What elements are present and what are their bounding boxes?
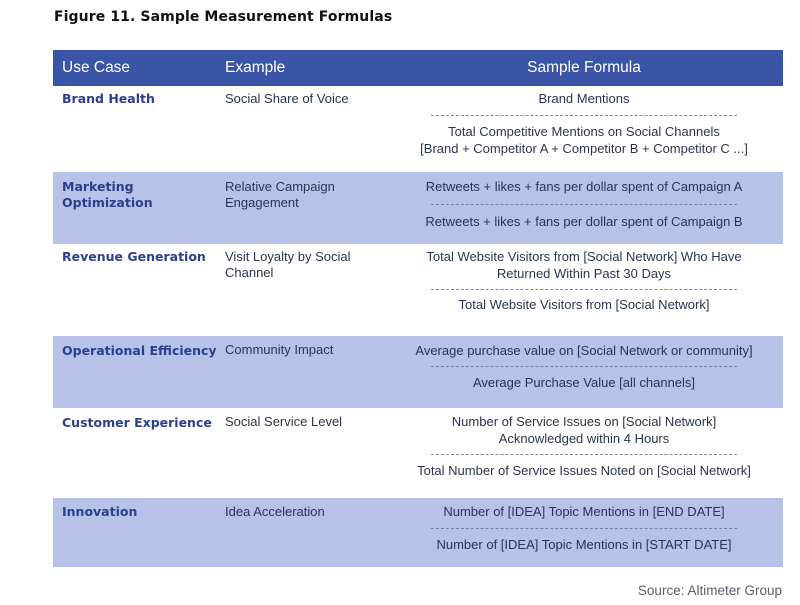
formula-denominator: Total Number of Service Issues Noted on [Social Network] (417, 463, 751, 478)
use-case-cell: Marketing Optimization (62, 179, 153, 210)
table-row (53, 172, 783, 244)
formula-denominator: Retweets + likes + fans per dollar spent of Campaign B (425, 214, 743, 229)
use-case-cell: Customer Experience (62, 415, 212, 430)
example-cell: Visit Loyalty by Social Channel (225, 249, 351, 280)
formula-numerator: Number of Service Issues on [Social Network] Acknowledged within 4 Hours (451, 414, 717, 446)
formula-denominator: Total Competitive Mentions on Social Channels [Brand + Competitor A + Competitor B + Competitor C ...] (420, 124, 748, 156)
formula-numerator: Number of [IDEA] Topic Mentions in [END DATE] (443, 504, 725, 519)
formula-numerator: Total Website Visitors from [Social Network] Who Have Returned Within Past 30 Days (426, 249, 742, 281)
formula-divider (431, 454, 737, 455)
use-case-cell: Brand Health (62, 91, 155, 106)
table-row (53, 408, 783, 498)
formula-divider (431, 204, 737, 205)
table-row (53, 244, 783, 336)
source-credit: Source: Altimeter Group (637, 583, 782, 598)
example-cell: Relative Campaign Engagement (225, 179, 335, 210)
example-cell: Idea Acceleration (225, 504, 325, 519)
formula-divider (431, 528, 737, 529)
table-row (53, 336, 783, 408)
formula-numerator: Retweets + likes + fans per dollar spent of Campaign A (425, 179, 743, 194)
header-sample-formula: Sample Formula (527, 59, 641, 76)
formula-denominator: Number of [IDEA] Topic Mentions in [START DATE] (436, 537, 732, 552)
example-cell: Community Impact (225, 342, 334, 357)
header-example: Example (225, 59, 286, 76)
header-use-case: Use Case (62, 59, 131, 76)
table-row (53, 498, 783, 567)
formula-divider (431, 115, 737, 116)
formula-numerator: Brand Mentions (538, 91, 630, 106)
formula-divider (431, 366, 737, 367)
formula-numerator: Average purchase value on [Social Network or community] (415, 343, 753, 358)
formula-denominator: Average Purchase Value [all channels] (472, 375, 696, 390)
use-case-cell: Innovation (62, 504, 138, 519)
figure-title: Figure 11. Sample Measurement Formulas (54, 9, 393, 25)
use-case-cell: Revenue Generation (62, 249, 206, 264)
formula-denominator: Total Website Visitors from [Social Network] (458, 297, 710, 312)
use-case-cell: Operational Efficiency (62, 343, 217, 358)
example-cell: Social Share of Voice (225, 91, 349, 106)
example-cell: Social Service Level (225, 414, 343, 429)
formula-divider (431, 289, 737, 290)
measurement-formulas-table (53, 50, 783, 567)
table-header-row (53, 50, 783, 86)
table-row (53, 86, 783, 172)
